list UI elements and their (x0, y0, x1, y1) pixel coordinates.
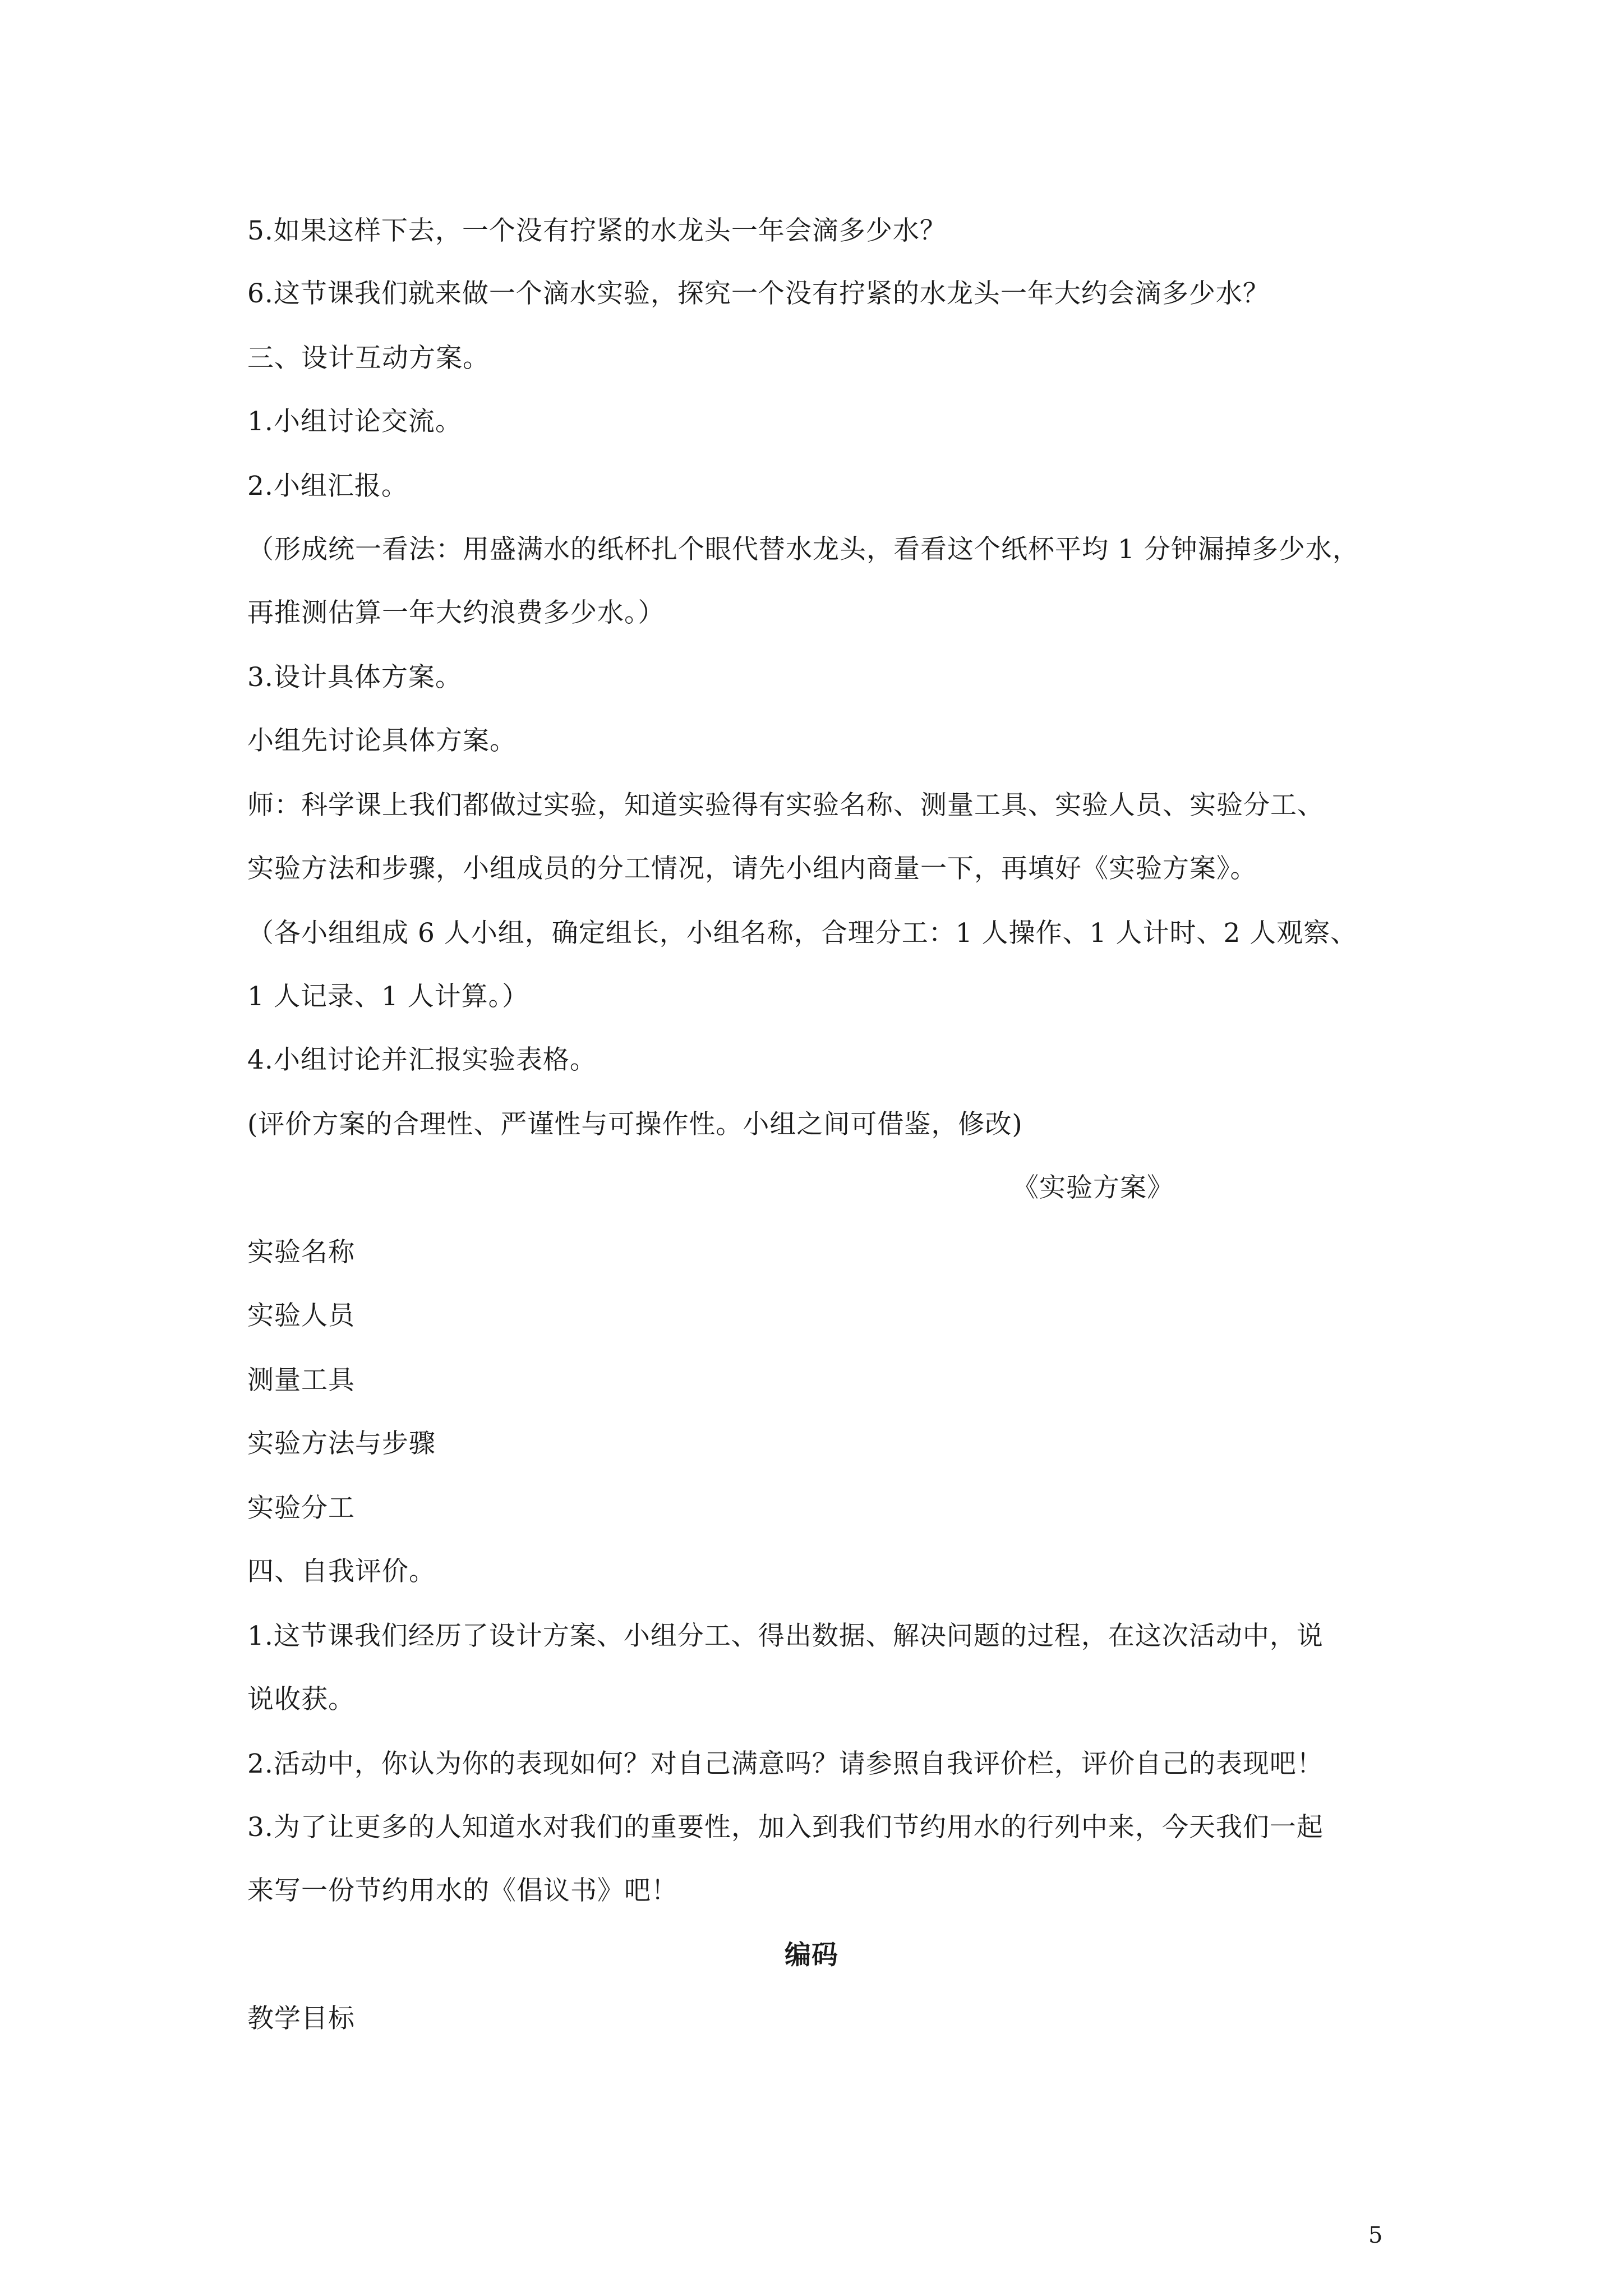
section-heading: 教学目标 (247, 2003, 355, 2034)
lesson-title: 编码 (785, 1940, 838, 1971)
text-line: 实验方法和步骤，小组成员的分工情况，请先小组内商量一下，再填好《实验方案》。 (247, 853, 1257, 884)
form-field-label: 实验名称 (247, 1237, 355, 1268)
text-line: （形成统一看法：用盛满水的纸杯扎个眼代替水龙头，看看这个纸杯平均 1 分钟漏掉多少水， (247, 534, 1359, 565)
text-line: 再推测估算一年大约浪费多少水。） (247, 597, 665, 628)
form-field-label: 测量工具 (247, 1365, 355, 1396)
page-number: 5 (1368, 2223, 1383, 2248)
text-line: 5.如果这样下去，一个没有拧紧的水龙头一年会滴多少水？ (247, 215, 947, 246)
text-line: 1.小组讨论交流。 (247, 406, 462, 437)
text-line: 说收获。 (247, 1684, 355, 1715)
text-line: 4.小组讨论并汇报实验表格。 (247, 1045, 597, 1075)
text-line: （各小组组成 6 人小组，确定组长，小组名称，合理分工：1 人操作、1 人计时、2 人观察、 (247, 918, 1358, 949)
text-line: 3.为了让更多的人知道水对我们的重要性，加入到我们节约用水的行列中来，今天我们一起 (247, 1812, 1324, 1843)
text-line: 1 人记录、1 人计算。） (247, 981, 529, 1012)
text-line: 2.小组汇报。 (247, 471, 408, 501)
form-field-label: 实验人员 (247, 1300, 355, 1331)
form-field-label: 实验分工 (247, 1493, 355, 1524)
text-line: 6.这节课我们就来做一个滴水实验，探究一个没有拧紧的水龙头一年大约会滴多少水？ (247, 278, 1270, 309)
text-line: 1.这节课我们经历了设计方案、小组分工、得出数据、解决问题的过程，在这次活动中，说 (247, 1621, 1324, 1651)
text-line: 师：科学课上我们都做过实验，知道实验得有实验名称、测量工具、实验人员、实验分工、 (247, 790, 1324, 821)
table-title: 《实验方案》 (1012, 1172, 1174, 1203)
text-line: 来写一份节约用水的《倡议书》吧！ (247, 1875, 678, 1906)
section-heading: 三、设计互动方案。 (247, 343, 490, 374)
form-field-label: 实验方法与步骤 (247, 1428, 436, 1459)
text-line: 2.活动中，你认为你的表现如何？对自己满意吗？请参照自我评价栏，评价自己的表现吧！ (247, 1749, 1324, 1779)
text-line: 3.设计具体方案。 (247, 662, 462, 693)
text-line: (评价方案的合理性、严谨性与可操作性。小组之间可借鉴，修改) (247, 1109, 1023, 1140)
section-heading: 四、自我评价。 (247, 1556, 436, 1587)
text-line: 小组先讨论具体方案。 (247, 725, 517, 756)
